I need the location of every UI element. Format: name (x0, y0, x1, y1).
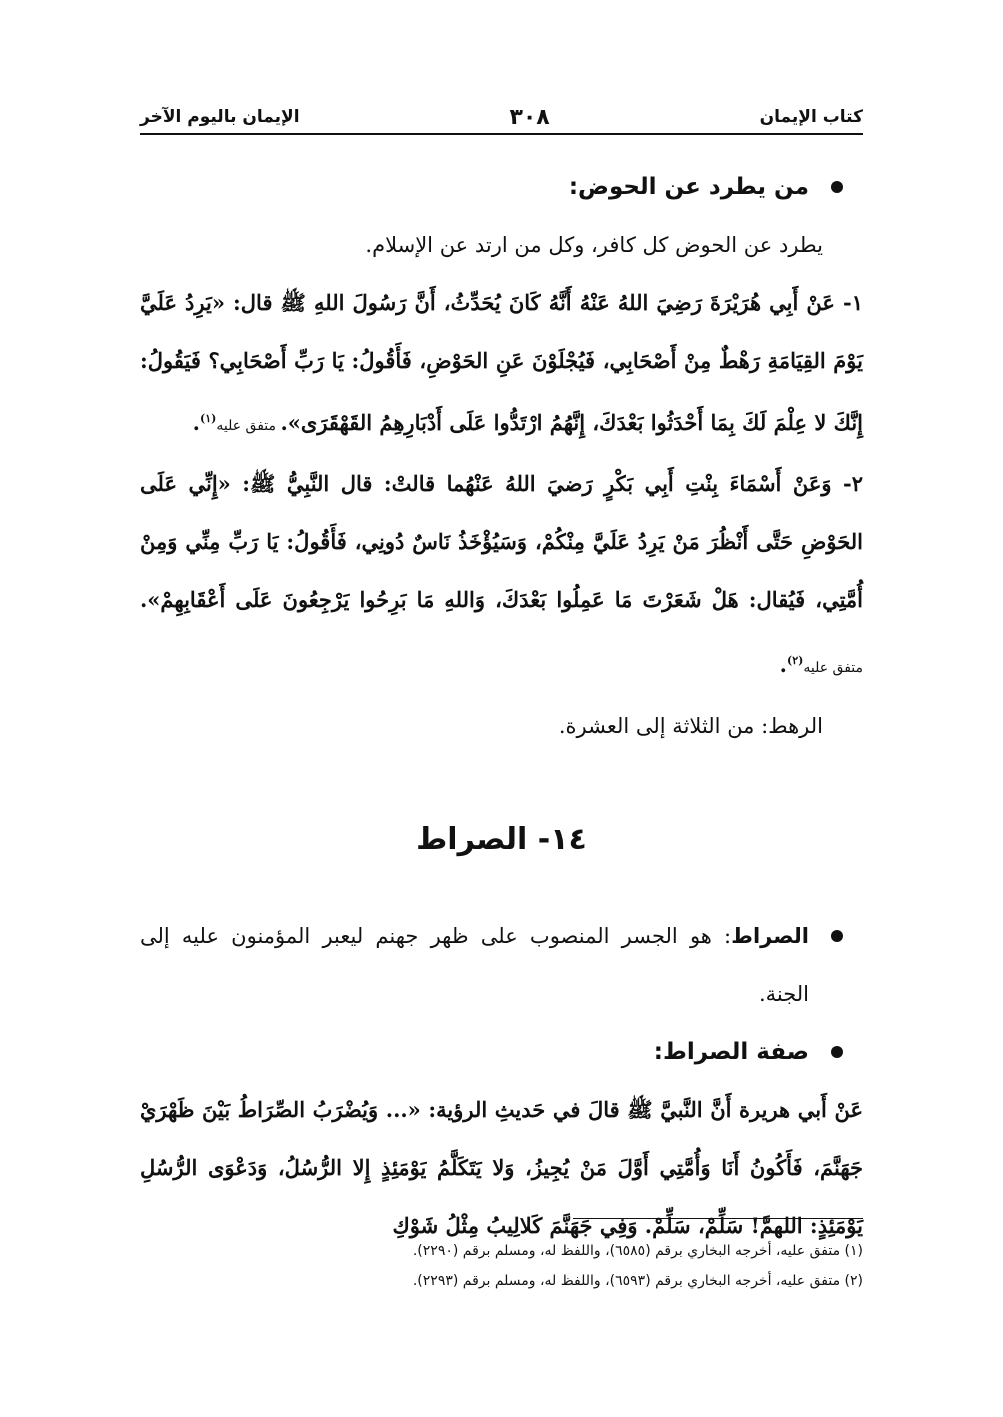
bullet-icon (831, 181, 843, 193)
definition-paragraph (140, 907, 843, 1023)
header-book-title: كتاب الإيمان (759, 107, 863, 127)
section-heading-expelled (140, 158, 843, 216)
heading-text: صفة الصراط: (653, 1039, 809, 1065)
intro-paragraph: يطرد عن الحوض كل كافر، وكل من ارتد عن الإسلام. (365, 233, 823, 257)
footnote-1: (١) متفق عليه، أخرجه البخاري برقم (٦٥٨٥)، واللفظ له، ومسلم برقم (٢٢٩٠). (412, 1243, 863, 1259)
bullet-icon (831, 1046, 843, 1058)
hadith-2 (140, 455, 863, 697)
hadith-number: ٢- (831, 471, 863, 496)
page-number: ٣٠٨ (509, 104, 550, 130)
hadith-text: عَنْ أَبِي هُرَيْرَةَ رَضِيَ اللهُ عَنْهُ أَنَّهُ كَانَ يُحَدِّثُ، أَنَّ رَسُولَ اللهِ ﷺ قال: «يَرِدُ عَلَيَّ يَوْمَ القِيَامَةِ رَهْطٌ مِنْ أَصْحَابِي، فَيُجْلَوْنَ عَنِ الحَوْضِ، فَأَقُولُ: يَا رَبِّ أَصْحَابِي؟ فَيَقُولُ: إِنَّكَ لا عِلْمَ لَكَ بِمَا أَحْدَثُوا بَعْدَكَ، إِنَّهُمُ ارْتَدُّوا عَلَى أَدْبَارِهِمُ القَهْقَرَى». (140, 290, 863, 435)
sentence-end: . (192, 410, 200, 435)
sentence-end: . (779, 652, 787, 677)
hadith-3: عَنْ أَبي هريرة أَنَّ النَّبيَّ ﷺ قالَ في حَديثِ الرؤية: «... وَيُضْرَبُ الصِّرَاطُ بَيْنَ ظَهْرَيْ جَهَنَّمَ، فَأَكُونُ أَنَا وَأُمَّتِي أَوَّلَ مَنْ يُجِيزُ، وَلا يَتَكَلَّمُ يَوْمَئِذٍ إِلا الرُّسُلُ، وَدَعْوَى الرُّسُلِ يَوْمَئِذٍ: اللهمَّ! سَلِّمْ، سَلِّمْ. وَفِي جَهَنَّمَ كَلالِيبُ مِثْلُ شَوْكِ (140, 1097, 864, 1238)
header-chapter-title: الإيمان باليوم الآخر (140, 107, 300, 127)
agreed-label: متفق عليه (803, 660, 863, 676)
hadith-text: وَعَنْ أَسْمَاءَ بِنْتِ أَبِي بَكْرٍ رَضيَ اللهُ عَنْهُما قالتْ: قال النَّبِيُّ ﷺ: «إِنِّي عَلَى الحَوْضِ حَتَّى أَنْظُرَ مَنْ يَرِدُ عَلَيَّ مِنْكُمْ، وَسَيُؤْخَذُ نَاسٌ دُونِي، فَأَقُولُ: يَا رَبِّ مِنِّي وَمِنْ أُمَّتِي، فَيُقال: هَلْ شَعَرْتَ مَا عَمِلُوا بَعْدَكَ، وَاللهِ مَا بَرِحُوا يَرْجِعُونَ عَلَى أَعْقَابِهِمْ». (140, 471, 863, 612)
heading-text: من يطرد عن الحوض: (568, 174, 809, 200)
header-rule (140, 133, 863, 135)
footnote-ref: (١) (199, 412, 217, 425)
definition-term: الصراط (731, 924, 809, 948)
definition-text (140, 907, 809, 1023)
footnote-rule (573, 1218, 863, 1219)
footnote-2: (٢) متفق عليه، أخرجه البخاري برقم (٦٥٩٣)، واللفظ له، ومسلم برقم (٢٢٩٣). (412, 1273, 863, 1289)
footnote-ref: (٢) (786, 654, 804, 667)
hadith-1 (140, 274, 863, 455)
page-body (140, 158, 863, 1255)
running-header (140, 100, 863, 134)
agreed-label: متفق عليه (216, 418, 281, 434)
bullet-icon (831, 930, 843, 942)
footnotes (140, 1236, 863, 1296)
hadith-number: ١- (834, 290, 864, 315)
note-paragraph: الرهط: من الثلاثة إلى العشرة. (558, 714, 823, 738)
section-heading-description (140, 1023, 843, 1081)
section-title: ١٤- الصراط (416, 822, 587, 857)
definition-body: : هو الجسر المنصوب على ظهر جهنم ليعبر المؤمنون عليه إلى الجنة. (140, 924, 809, 1006)
